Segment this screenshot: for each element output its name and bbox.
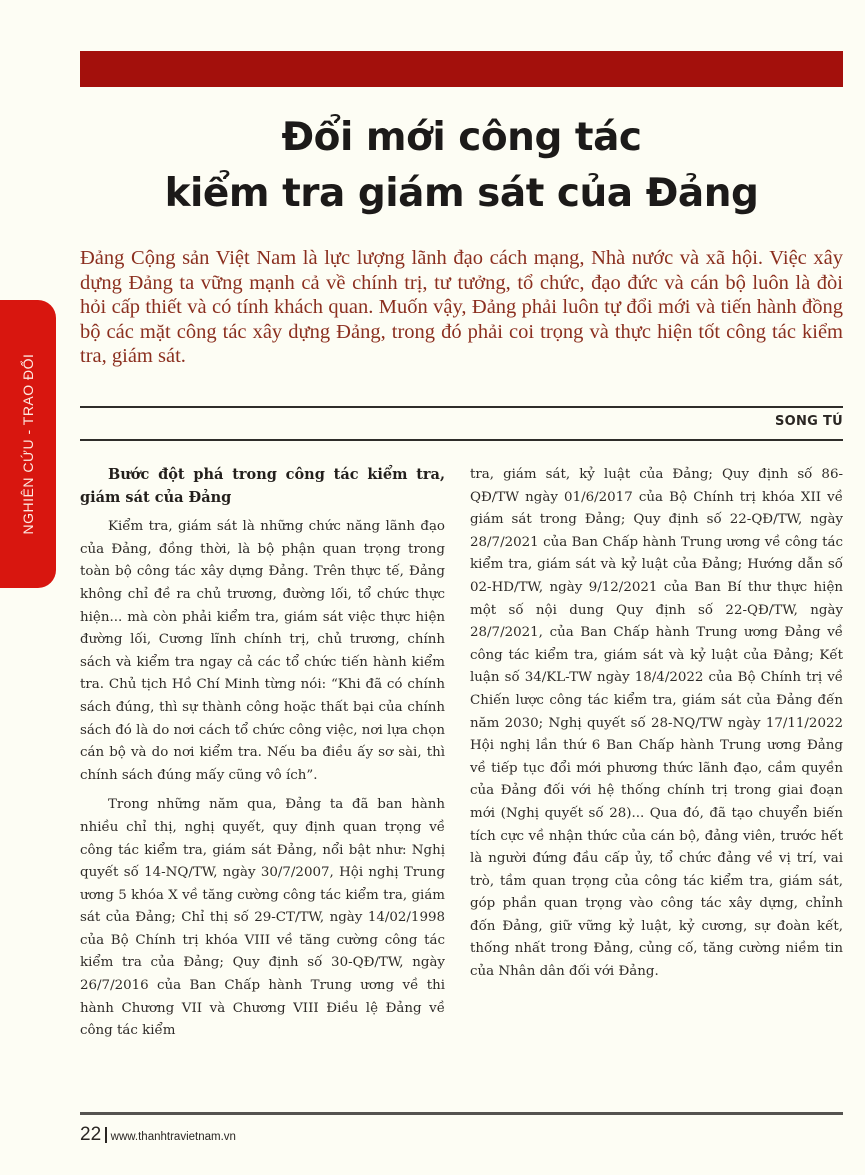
decorative-top-bar bbox=[80, 51, 843, 87]
article-title-line-1: Đổi mới công tác bbox=[281, 115, 642, 160]
body-paragraph: Trong những năm qua, Đảng ta đã ban hành nhiều chỉ thị, nghị quyết, quy định quan trọng về công tác kiểm tra, giám sát Đảng, nổi bật như: Nghị quyết số 14-NQ/TW, ngày 30/7/2007, Hội nghị Trung ương 5 khóa X về tăng cường công tác kiểm tra, giám sát của Đảng; Chỉ thị số 29-CT/TW, ngày 14/02/1998 của Bộ Chính trị khóa VIII về tăng cường công tác kiểm tra của Đảng; Quy định số 30-QĐ/TW, ngày 26/7/2016 của Ban Chấp hành Trung ương về thi hành Chương VII và Chương VIII Điều lệ Đảng về công tác kiểm bbox=[80, 797, 445, 1039]
page-number: 22 bbox=[80, 1124, 102, 1145]
section-tab-label: NGHIÊN CỨU - TRAO ĐỔI bbox=[20, 353, 36, 535]
footer-separator bbox=[105, 1127, 107, 1143]
divider-top bbox=[80, 406, 843, 408]
article-lead: Đảng Cộng sản Việt Nam là lực lượng lãnh đạo cách mạng, Nhà nước và xã hội. Việc xây dựng Đảng ta vững mạnh cả về chính trị, tư tưởng, tổ chức, đạo đức và cán bộ luôn là đòi hỏi cấp thiết và có tính khách quan. Muốn vậy, Đảng phải luôn tự đổi mới và tiến hành đồng bộ các mặt công tác xây dựng Đảng, trong đó phải coi trọng và thực hiện tốt công tác kiểm tra, giám sát. bbox=[80, 247, 843, 367]
section-heading: Bước đột phá trong công tác kiểm tra, giám sát của Đảng bbox=[80, 466, 445, 506]
page-footer bbox=[80, 1124, 236, 1146]
article-title bbox=[80, 110, 843, 222]
author-byline: SONG TÚ bbox=[774, 414, 843, 429]
body-paragraph: Kiểm tra, giám sát là những chức năng lãnh đạo của Đảng, đồng thời, là bộ phận quan trọng trong toàn bộ công tác xây dựng Đảng. Trên thực tế, Đảng không chỉ đề ra chủ trương, đường lối, tổ chức thực hiện... mà còn phải kiểm tra, giám sát việc thực hiện đường lối, Cương lĩnh chính trị, chủ trương, chính sách và kiểm tra ngay cả các tổ chức tiến hành kiểm tra. Chủ tịch Hồ Chí Minh từng nói: “Khi đã có chính sách đúng, thì sự thành công hoặc thất bại của chính sách đó là do nơi cách tổ chức công việc, nơi lựa chọn cán bộ và do nơi kiểm tra. Nếu ba điều ấy sơ sài, thì chính sách đúng mấy cũng vô ích”. bbox=[80, 519, 445, 783]
article-title-line-2: kiểm tra giám sát của Đảng bbox=[164, 171, 759, 216]
body-paragraph-continued: tra, giám sát, kỷ luật của Đảng; Quy định số 86-QĐ/TW ngày 01/6/2017 của Bộ Chính trị khóa XII về giám sát trong Đảng; Quy định số 22-QĐ/TW, ngày 28/7/2021 của Ban Chấp hành Trung ương về công tác kiểm tra, giám sát và kỷ luật của Đảng; Hướng dẫn số 02-HD/TW, ngày 9/12/2021 của Ban Bí thư thực hiện một số nội dung Quy định số 22-QĐ/TW, ngày 28/7/2021, của Ban Chấp hành Trung ương Đảng về công tác kiểm tra, giám sát và kỷ luật của Đảng; Kết luận số 34/KL-TW ngày 18/4/2022 của Bộ Chính trị về Chiến lược công tác kiểm tra, giám sát của Đảng đến năm 2030; Nghị quyết số 28-NQ/TW ngày 17/11/2022 Hội nghị lần thứ 6 Ban Chấp hành Trung ương Đảng về tiếp tục đổi mới phương thức lãnh đạo, cầm quyền của Đảng đối với hệ thống chính trị trong giai đoạn mới (Nghị quyết số 28)... Qua đó, đã tạo chuyển biến tích cực về nhận thức của cán bộ, đảng viên, trước hết là người đứng đầu cấp ủy, tổ chức đảng về vị trí, vai trò, tầm quan trọng của công tác kiểm tra, giám sát, góp phần quan trọng vào công tác xây dựng, chỉnh đốn Đảng, giữ vững kỷ luật, kỷ cương, sự đoàn kết, thống nhất trong Đảng, củng cố, tăng cường niềm tin của Nhân dân đối với Đảng. bbox=[470, 467, 843, 980]
website-link[interactable]: www.thanhtravietnam.vn bbox=[110, 1131, 236, 1143]
section-tab bbox=[0, 300, 56, 588]
body-column-left bbox=[80, 464, 445, 1050]
footer-divider bbox=[80, 1112, 843, 1115]
divider-bottom bbox=[80, 439, 843, 441]
body-column-right bbox=[470, 464, 843, 991]
